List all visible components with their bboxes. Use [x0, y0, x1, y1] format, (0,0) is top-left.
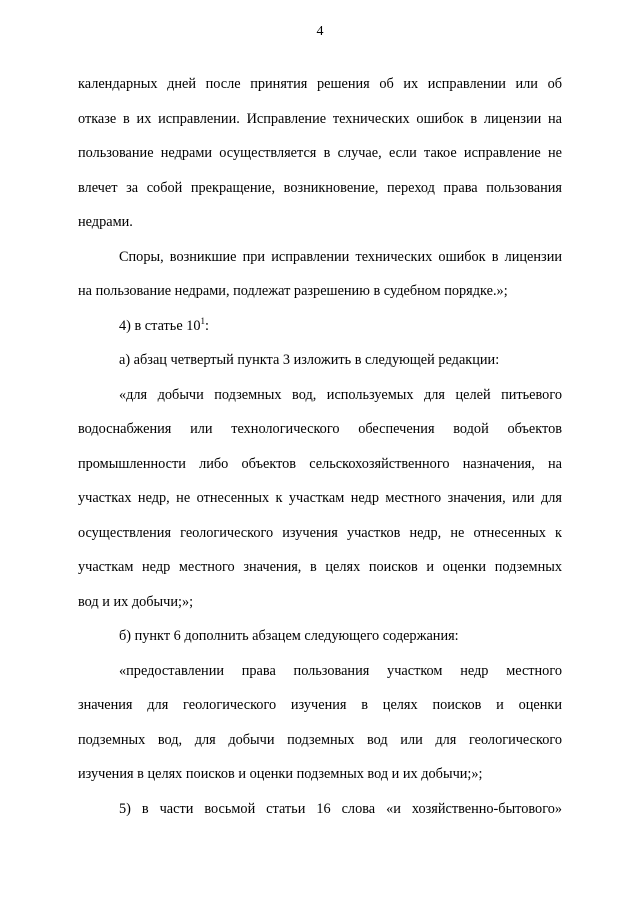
text-line: а) абзац четвертый пункта 3 изложить в следующей редакции:: [119, 352, 500, 368]
text-line: подземных вод, для добычи подземных вод или для геологического: [78, 731, 562, 748]
text-line: влечет за собой прекращение, возникновение, переход права пользования: [78, 179, 562, 196]
superscript: 1: [200, 315, 206, 326]
text-line: отказе в их исправлении. Исправление технических ошибок в лицензии на: [78, 110, 562, 127]
text-line: пользование недрами осуществляется в случае, если такое исправление не: [78, 145, 562, 161]
text-line: участках недр, не отнесенных к участкам недр местного значения, или для: [78, 490, 562, 506]
text-line: [78, 309, 562, 344]
text-line: значения для геологического изучения в целях поисков и оценки: [78, 697, 562, 713]
punctuation: :: [205, 317, 210, 334]
text-line: участкам недр местного значения, в целях поисков и оценки подземных: [78, 559, 562, 575]
text-line: «для добычи подземных вод, используемых для целей питьевого: [119, 386, 562, 403]
text-line: недрами.: [78, 214, 133, 230]
text-line: б) пункт 6 дополнить абзацем следующего содержания:: [119, 628, 459, 644]
list-item-label: 4) в статье 10: [119, 317, 201, 334]
page-number: 4: [316, 24, 324, 39]
text-line: изучения в целях поисков и оценки подземных вод и их добычи;»;: [78, 766, 483, 782]
text-line: календарных дней после принятия решения об их исправлении или об: [78, 76, 562, 92]
text-line: промышленности либо объектов сельскохозяйственного назначения, на: [78, 455, 562, 472]
text-line: осуществления геологического изучения участков недр, не отнесенных к: [78, 524, 562, 541]
document-body: [78, 67, 562, 826]
text-line: Споры, возникшие при исправлении технических ошибок в лицензии: [119, 248, 562, 265]
text-line: вод и их добычи;»;: [78, 593, 194, 610]
text-line: водоснабжения или технологического обеспечения водой объектов: [78, 421, 562, 437]
text-line: 5) в части восьмой статьи 16 слова «и хозяйственно-бытового»: [119, 800, 562, 817]
text-line: «предоставлении права пользования участком недр местного: [119, 662, 562, 679]
text-line: на пользование недрами, подлежат разрешению в судебном порядке.»;: [78, 283, 508, 299]
